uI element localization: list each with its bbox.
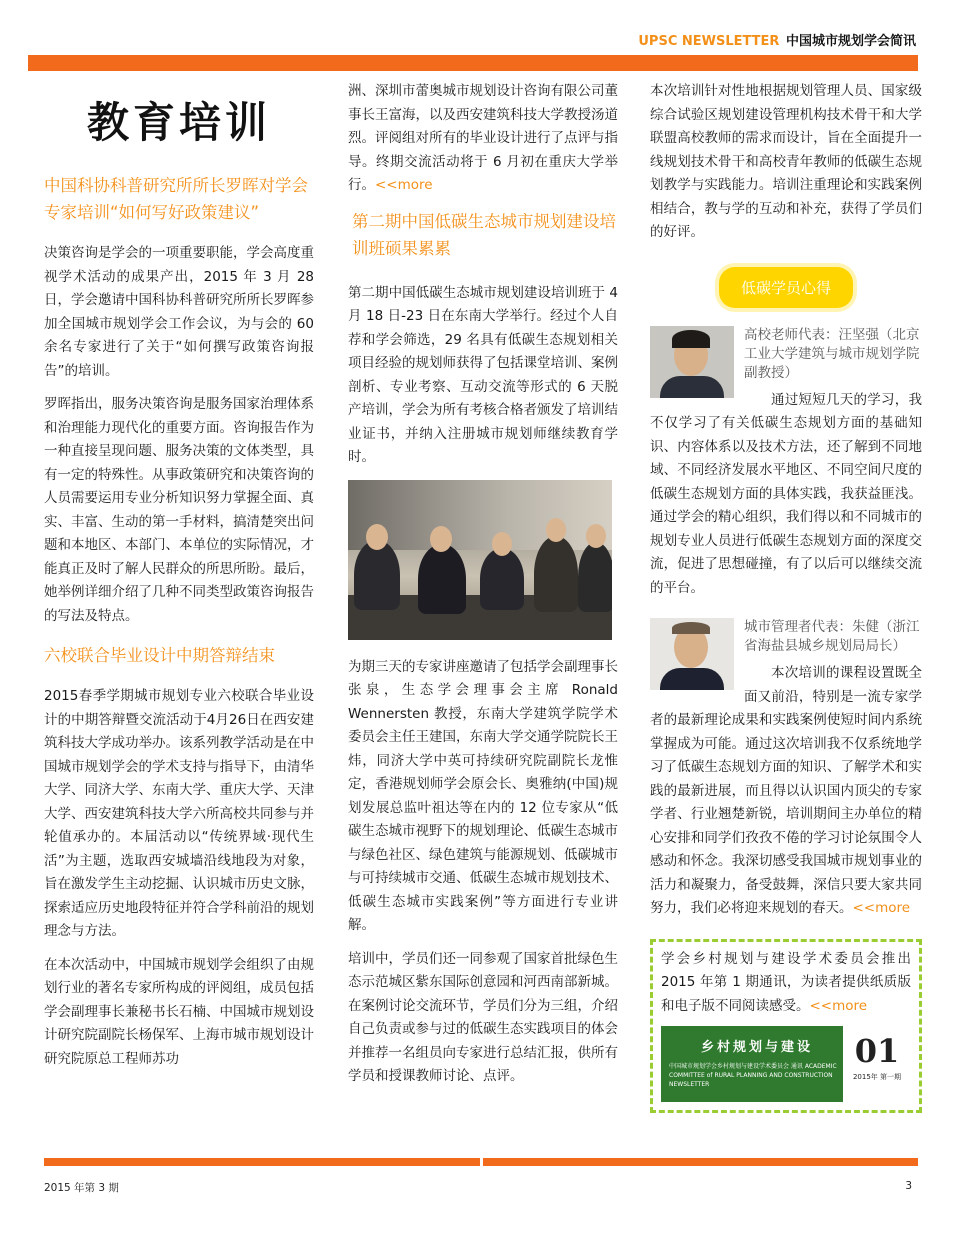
column-3 bbox=[650, 80, 922, 1113]
column-1 bbox=[44, 80, 314, 1081]
article-3-paragraph: 培训中，学员们还一同参观了国家首批绿色生态示范城区紫东国际创意园和河西南部新城。在案例讨论交流环节，学员们分为三组，介绍自己负责或参与过的低碳生态实践项目的体会并推荐一名组员向专家进行总结汇报，供所有学员和授课教师讨论、点评。 bbox=[348, 950, 618, 1084]
more-link[interactable]: <<more bbox=[809, 997, 868, 1014]
representative-2 bbox=[650, 618, 922, 931]
newsletter-header bbox=[638, 30, 916, 49]
rep-1-title: 高校老师代表：汪坚强（北京工业大学建筑与城市规划学院副教授） bbox=[744, 326, 920, 381]
column-2 bbox=[348, 80, 618, 1099]
more-link[interactable]: <<more bbox=[375, 177, 433, 193]
footer-issue: 2015 年第 3 期 bbox=[44, 1182, 119, 1194]
article-2-paragraph: 在本次活动中，中国城市规划学会组织了由规划行业的著名专家所构成的评阅组，成员包括学会副理事长兼秘书长石楠、中国城市规划设计研究院副院长杨保军、上海市城市规划设计研究院原总工程师苏功 bbox=[44, 956, 314, 1067]
newsletter-notice bbox=[650, 939, 922, 1114]
article-2-continued: 洲、深圳市蕾奥城市规划设计咨询有限公司董事长王富海，以及西安建筑科技大学教授汤道烈。评阅组对所有的毕业设计进行了点评与指导。终期交流活动将于 6 月初在重庆大学举行。<<more bbox=[348, 83, 618, 193]
page-number: 3 bbox=[905, 1180, 912, 1192]
article-1-title: 中国科协科普研究所所长罗晖对学会专家培训“如何写好政策建议” bbox=[44, 176, 308, 222]
thumb-subtitle: 中国城市规划学会乡村规划与建设学术委员会 通讯 ACADEMIC COMMITTEE of RURAL PLANNING AND CONSTRUCTION NEWSLETTER bbox=[669, 1063, 837, 1088]
article-3-paragraph: 本次培训针对性地根据规划管理人员、国家级综合试验区规划建设管理机构技术骨干和大学联盟高校教师的需求而设计，旨在全面提升一线规划技术骨干和高校青年教师的低碳生态规划教学与实践能力。培训注重理论和实践案例相结合，教与学的互动和补充，获得了学员们的好评。 bbox=[650, 83, 922, 240]
article-2-title: 六校联合毕业设计中期答辩结束 bbox=[44, 646, 275, 665]
thumb-number: 01 bbox=[854, 1032, 900, 1070]
thumb-issue-box bbox=[843, 1026, 911, 1102]
student-insights-badge: 低碳学员心得 bbox=[719, 267, 853, 308]
header-english: UPSC NEWSLETTER bbox=[638, 34, 780, 49]
thumb-issue: 2015年 第一期 bbox=[852, 1073, 902, 1081]
top-orange-bar bbox=[28, 55, 918, 71]
article-1-paragraph: 罗晖指出，服务决策咨询是服务国家治理体系和治理能力现代化的重要方面。咨询报告作为一种直接呈现问题、服务决策的文体类型，具有一定的特殊性。从事政策研究和决策咨询的人员需要运用专业分析知识努力掌握全面、真实、丰富、生动的第一手材料，搞清楚突出问题和本地区、本部门、本单位的实际情况，才能真正及时了解人民群众的所思所盼。最后，她举例详细介绍了几种不同类型政策咨询报告的写法及特点。 bbox=[44, 396, 314, 624]
article-3-paragraph: 为期三天的专家讲座邀请了包括学会副理事长张泉，生态学会理事会主席 Ronald Wennersten 教授，东南大学建筑学院学术委员会主任王建国，东南大学交通学院院长王炜，同济大学中英可持续研究院副院长龙惟定，香港规划师学会原会长、奥雅纳(中国)规划发展总监叶祖达等在内的 12 位专家从“低碳生态城市视野下的规划理论、低碳生态城市与绿色社区、绿色建筑与能源规划、低碳城市与可持续城市交通、低碳生态城市规划技术、低碳生态城市实践案例”等方面进行专业讲解。 bbox=[348, 658, 618, 933]
representative-1 bbox=[650, 326, 922, 611]
bottom-orange-bar bbox=[44, 1158, 918, 1166]
rep-2-title: 城市管理者代表：朱健（浙江省海盐县城乡规划局局长） bbox=[744, 619, 920, 654]
header-chinese: 中国城市规划学会简讯 bbox=[785, 34, 916, 49]
article-3-paragraph: 第二期中国低碳生态城市规划建设培训班于 4 月 18 日-23 日在东南大学举行。经过个人自荐和学会筛选，29 名具有低碳生态规划相关项目经验的规划师获得了包括课堂培训、案例剖析、专业考察、互动交流等形式的 6 天脱产培训，学会为所有考核合格者颁发了培训结业证书，并纳入注册城市规划师继续教育学时。 bbox=[348, 284, 618, 465]
teacher-avatar bbox=[650, 326, 734, 398]
manager-avatar bbox=[650, 618, 734, 690]
badge-wrap bbox=[650, 267, 922, 308]
more-link[interactable]: <<more bbox=[852, 900, 911, 916]
training-photo bbox=[348, 480, 612, 640]
rep-1-text: 通过短短几天的学习，我不仅学习了有关低碳生态规划方面的基础知识、内容体系以及技术方法，还了解到不同地域、不同经济发展水平地区、不同空间尺度的低碳生态规划方面的具体实践，我获益匪浅。通过学会的精心组织，我们得以和不同城市的规划专业人员进行低碳生态规划方面的深度交流，促进了思想碰撞，有了以后可以继续交流的平台。 bbox=[650, 391, 922, 596]
article-3-title: 第二期中国低碳生态城市规划建设培训班硕果累累 bbox=[352, 211, 616, 258]
article-2-paragraph: 2015春季学期城市规划专业六校联合毕业设计的中期答辩暨交流活动于4月26日在西安建筑科技大学成功举办。该系列教学活动是在中国城市规划学会的学术支持与指导下，由清华大学、同济大学、东南大学、重庆大学、天津大学、西安建筑科技大学六所高校共同参与并轮值承办的。本届活动以“传统界域·现代生活”为主题，选取西安城墙沿线地段为对象，旨在激发学生主动挖掘、认识城市历史文脉，探索适应历史地段特征并符合学科前沿的规划理念与方法。 bbox=[44, 688, 314, 939]
newsletter-cover-thumbnail[interactable] bbox=[661, 1026, 911, 1102]
section-title: 教育培训 bbox=[86, 98, 271, 147]
article-1-paragraph: 决策咨询是学会的一项重要职能，学会高度重视学术活动的成果产出，2015 年 3 月 28 日，学会邀请中国科协科普研究所所长罗晖参加全国城市规划学会工作会议，为与会的 60 余名专家进行了关于“如何撰写政策咨询报告”的培训。 bbox=[44, 245, 314, 379]
thumb-title: 乡村规划与建设 bbox=[701, 1040, 814, 1055]
rep-2-text: 本次培训的课程设置既全面又前沿，特别是一流专家学者的最新理论成果和实践案例使短时间内系统掌握成为可能。通过这次培训我不仅系统地学习了低碳生态规划方面的知识、了解学术和实践的最新进展，而且得以认识国内顶尖的专家学者、行业翘楚新锐，培训期间主办单位的精心安排和同学们孜孜不倦的学习讨论氛围令人感动和怀念。我深切感受我国城市规划事业的活力和凝聚力，备受鼓舞，深信只要大家共同努力，我们必将迎来规划的春天。<<more bbox=[650, 665, 922, 916]
notice-text: 学会乡村规划与建设学术委员会推出 2015 年第 1 期通讯，为读者提供纸质版和电子版不同阅读感受。<<more bbox=[661, 950, 911, 1014]
